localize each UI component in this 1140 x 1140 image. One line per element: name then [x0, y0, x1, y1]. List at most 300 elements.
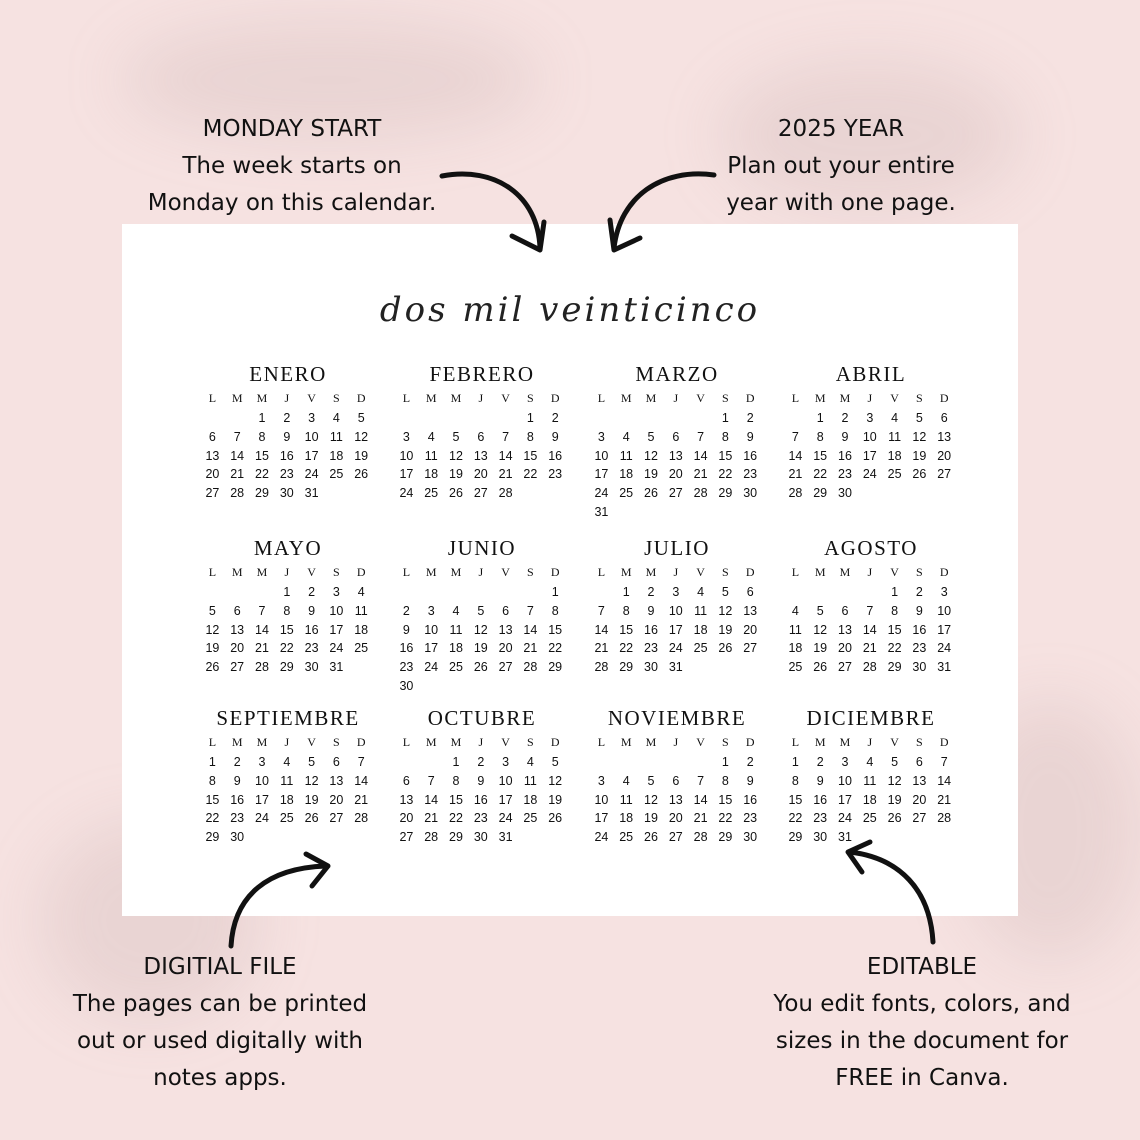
- day-cell: 3: [940, 585, 948, 599]
- weekday-label: M: [839, 735, 851, 749]
- day-cell: 3: [308, 411, 316, 425]
- weekday-label: S: [916, 391, 923, 405]
- weekday-label: V: [501, 565, 510, 579]
- weekday-label: M: [425, 391, 437, 405]
- month-mayo: [200, 535, 376, 677]
- day-cell: 3: [427, 603, 435, 618]
- day-cell: 12: [354, 429, 369, 444]
- weekday-label: L: [208, 391, 217, 405]
- day-cell: 27: [205, 486, 220, 501]
- callout-editable: [760, 949, 1084, 1097]
- day-cell: 30: [473, 830, 488, 845]
- day-cell: 18: [279, 792, 294, 807]
- day-cell: 15: [619, 622, 634, 637]
- day-cell: 28: [862, 660, 877, 675]
- day-cell: 20: [668, 811, 683, 826]
- empty-day-cell: [225, 409, 250, 428]
- day-cell: 12: [813, 622, 828, 637]
- empty-day-cell: [419, 753, 444, 772]
- empty-day-cell: [493, 583, 518, 602]
- weekday-label: M: [814, 565, 826, 579]
- empty-day-cell: [250, 583, 275, 602]
- day-cell: 20: [743, 622, 758, 637]
- day-cell: 26: [473, 660, 488, 675]
- weekday-label: D: [356, 391, 366, 405]
- empty-day-cell: [639, 409, 664, 428]
- day-cell: 27: [668, 486, 683, 501]
- callout-year: [700, 111, 982, 222]
- empty-day-cell: [225, 583, 250, 602]
- day-cell: 1: [208, 755, 216, 769]
- day-cell: 5: [816, 603, 824, 618]
- day-cell: 10: [399, 448, 414, 463]
- weekday-label: M: [425, 565, 437, 579]
- empty-day-cell: [639, 753, 664, 772]
- day-cell: 22: [255, 467, 269, 482]
- day-cell: 24: [594, 486, 609, 501]
- day-cell: 31: [329, 660, 344, 675]
- day-cell: 16: [399, 641, 414, 656]
- day-cell: 19: [304, 792, 319, 807]
- day-cell: 25: [693, 641, 708, 656]
- day-cell: 6: [502, 603, 510, 618]
- month-febrero: [394, 361, 570, 503]
- day-cell: 3: [402, 429, 410, 444]
- weekday-label: M: [839, 565, 851, 579]
- day-cell: 23: [548, 467, 563, 482]
- day-cell: 19: [473, 641, 488, 656]
- day-cell: 15: [205, 792, 220, 807]
- weekday-label: M: [256, 391, 268, 405]
- day-cell: 11: [694, 603, 708, 618]
- day-cell: 7: [866, 603, 874, 618]
- day-cell: 21: [788, 467, 803, 482]
- day-cell: 31: [838, 830, 852, 845]
- weekday-label: V: [890, 735, 899, 749]
- day-cell: 10: [594, 448, 609, 463]
- day-cell: 9: [402, 622, 410, 637]
- day-cell: 1: [816, 411, 824, 425]
- day-cell: 20: [329, 792, 344, 807]
- day-cell: 25: [887, 467, 902, 482]
- day-cell: 15: [718, 792, 733, 807]
- day-cell: 22: [887, 641, 902, 656]
- day-cell: 19: [354, 448, 369, 463]
- day-cell: 18: [619, 467, 634, 482]
- day-cell: 21: [230, 467, 245, 482]
- day-cell: 10: [424, 622, 439, 637]
- day-cell: 27: [912, 811, 927, 826]
- callout-text: FREE in Canva.: [835, 1065, 1009, 1091]
- day-grid: [394, 409, 570, 503]
- weekday-label: S: [333, 391, 340, 405]
- weekday-label: S: [722, 565, 729, 579]
- empty-day-cell: [394, 583, 419, 602]
- month-junio: [394, 535, 570, 696]
- day-cell: 4: [526, 755, 534, 769]
- day-cell: 1: [551, 585, 559, 599]
- weekday-label: M: [256, 565, 268, 579]
- callout-text: Monday on this calendar.: [147, 190, 437, 216]
- callout-text: year with one page.: [726, 190, 956, 216]
- day-cell: 16: [743, 448, 758, 463]
- day-cell: 6: [477, 429, 485, 444]
- day-cell: 10: [498, 773, 513, 788]
- day-cell: 19: [718, 622, 733, 637]
- day-cell: 16: [304, 622, 319, 637]
- day-cell: 13: [912, 773, 927, 788]
- day-cell: 10: [668, 603, 683, 618]
- empty-day-cell: [419, 409, 444, 428]
- day-cell: 13: [230, 622, 245, 637]
- callout-text: out or used digitally with: [76, 1028, 364, 1054]
- day-cell: 23: [399, 660, 414, 675]
- day-cell: 25: [449, 660, 463, 675]
- day-cell: 28: [693, 486, 708, 501]
- day-cell: 4: [332, 411, 340, 425]
- day-cell: 21: [424, 811, 439, 826]
- day-cell: 20: [937, 448, 952, 463]
- month-octubre: [394, 705, 570, 847]
- day-cell: 31: [498, 830, 513, 845]
- day-cell: 28: [424, 830, 439, 845]
- day-cell: 8: [721, 429, 729, 444]
- day-cell: 17: [862, 448, 877, 463]
- weekday-label: V: [501, 391, 510, 405]
- month-name: DICIEMBRE: [806, 706, 936, 730]
- day-cell: 18: [449, 641, 463, 656]
- day-cell: 11: [280, 773, 294, 788]
- day-cell: 1: [891, 585, 899, 599]
- day-cell: 18: [329, 448, 344, 463]
- day-cell: 22: [449, 811, 463, 826]
- weekday-label: D: [745, 735, 755, 749]
- day-cell: 21: [255, 641, 269, 656]
- day-cell: 30: [813, 830, 828, 845]
- callout-text: notes apps.: [153, 1065, 287, 1091]
- day-cell: 17: [937, 622, 952, 637]
- day-cell: 17: [838, 792, 852, 807]
- day-cell: 28: [255, 660, 269, 675]
- day-cell: 17: [329, 622, 344, 637]
- day-cell: 29: [813, 486, 828, 501]
- day-cell: 20: [498, 641, 513, 656]
- empty-day-cell: [589, 583, 614, 602]
- day-cell: 4: [697, 585, 705, 599]
- day-cell: 2: [647, 585, 655, 599]
- day-cell: 11: [788, 622, 802, 637]
- day-cell: 12: [473, 622, 488, 637]
- day-cell: 18: [788, 641, 803, 656]
- day-cell: 4: [791, 603, 799, 618]
- weekday-label: S: [916, 565, 923, 579]
- day-cell: 28: [594, 660, 609, 675]
- day-cell: 4: [283, 755, 291, 769]
- weekday-label: J: [478, 735, 484, 749]
- weekday-header: [394, 391, 570, 409]
- empty-day-cell: [468, 409, 493, 428]
- month-name: JUNIO: [447, 536, 517, 560]
- day-cell: 5: [721, 585, 729, 599]
- empty-day-cell: [468, 583, 493, 602]
- day-cell: 27: [838, 660, 852, 675]
- callout-text: You edit fonts, colors, and: [773, 991, 1071, 1017]
- day-cell: 2: [915, 585, 923, 599]
- day-cell: 2: [308, 585, 316, 599]
- weekday-header: [589, 565, 765, 583]
- day-grid: [200, 753, 376, 847]
- day-grid: [200, 409, 376, 503]
- day-cell: 15: [548, 622, 563, 637]
- day-cell: 12: [548, 773, 563, 788]
- day-grid: [589, 753, 765, 847]
- weekday-label: S: [333, 565, 340, 579]
- day-cell: 1: [622, 585, 630, 599]
- weekday-label: V: [501, 735, 510, 749]
- day-grid: [394, 753, 570, 847]
- weekday-label: J: [673, 565, 679, 579]
- day-cell: 28: [230, 486, 245, 501]
- day-cell: 4: [357, 585, 365, 599]
- day-cell: 11: [354, 603, 368, 618]
- callout-digital-file: [60, 949, 380, 1097]
- day-cell: 30: [743, 830, 758, 845]
- day-cell: 11: [863, 773, 877, 788]
- month-julio: [589, 535, 765, 677]
- day-cell: 6: [940, 411, 948, 425]
- day-cell: 7: [357, 755, 365, 769]
- empty-day-cell: [493, 409, 518, 428]
- day-cell: 13: [668, 792, 683, 807]
- day-cell: 25: [424, 486, 439, 501]
- day-cell: 9: [477, 773, 485, 788]
- day-cell: 1: [452, 755, 460, 769]
- day-cell: 25: [354, 641, 369, 656]
- weekday-header: [783, 735, 959, 753]
- day-cell: 24: [594, 830, 609, 845]
- day-cell: 2: [551, 411, 559, 425]
- weekday-header: [394, 735, 570, 753]
- calendar-sheet: [122, 224, 1018, 916]
- day-cell: 27: [743, 641, 758, 656]
- month-septiembre: [200, 705, 376, 847]
- weekday-label: D: [356, 565, 366, 579]
- day-cell: 19: [205, 641, 220, 656]
- day-cell: 16: [813, 792, 828, 807]
- day-cell: 9: [746, 429, 754, 444]
- callout-title: 2025 YEAR: [777, 116, 905, 142]
- day-cell: 26: [449, 486, 463, 501]
- day-cell: 20: [668, 467, 683, 482]
- day-cell: 14: [255, 622, 269, 637]
- day-cell: 15: [788, 792, 803, 807]
- empty-day-cell: [614, 753, 639, 772]
- day-cell: 7: [697, 429, 705, 444]
- day-cell: 8: [816, 429, 824, 444]
- day-cell: 16: [548, 448, 563, 463]
- day-cell: 12: [912, 429, 927, 444]
- day-cell: 5: [308, 755, 316, 769]
- month-name: MAYO: [253, 536, 323, 560]
- day-cell: 6: [672, 773, 680, 788]
- month-name: MARZO: [635, 362, 719, 386]
- weekday-label: D: [939, 565, 949, 579]
- day-cell: 23: [743, 467, 758, 482]
- day-cell: 14: [693, 792, 708, 807]
- day-cell: 26: [813, 660, 828, 675]
- day-cell: 23: [743, 811, 758, 826]
- day-cell: 22: [718, 467, 733, 482]
- day-cell: 21: [693, 811, 708, 826]
- day-cell: 30: [230, 830, 245, 845]
- day-cell: 20: [230, 641, 245, 656]
- weekday-label: M: [645, 735, 657, 749]
- day-cell: 23: [644, 641, 658, 656]
- day-cell: 3: [597, 773, 605, 788]
- day-grid: [589, 409, 765, 522]
- day-cell: 27: [399, 830, 414, 845]
- weekday-label: M: [231, 391, 243, 405]
- day-cell: 29: [788, 830, 803, 845]
- day-cell: 6: [233, 603, 241, 618]
- day-cell: 27: [473, 486, 488, 501]
- weekday-header: [200, 565, 376, 583]
- day-cell: 29: [718, 486, 733, 501]
- day-cell: 23: [838, 467, 852, 482]
- day-cell: 14: [523, 622, 538, 637]
- empty-day-cell: [589, 753, 614, 772]
- day-cell: 17: [255, 792, 269, 807]
- callout-text: sizes in the document for: [775, 1028, 1069, 1054]
- day-cell: 16: [230, 792, 245, 807]
- day-cell: 17: [399, 467, 414, 482]
- day-cell: 15: [718, 448, 733, 463]
- weekday-header: [200, 391, 376, 409]
- day-cell: 18: [523, 792, 538, 807]
- day-cell: 24: [399, 486, 414, 501]
- day-cell: 10: [937, 603, 952, 618]
- day-cell: 6: [332, 755, 340, 769]
- weekday-label: S: [527, 735, 534, 749]
- day-cell: 29: [548, 660, 563, 675]
- callout-title: EDITABLE: [866, 954, 978, 980]
- weekday-label: M: [450, 735, 462, 749]
- day-cell: 16: [473, 792, 488, 807]
- day-cell: 10: [255, 773, 269, 788]
- day-cell: 24: [668, 641, 683, 656]
- day-cell: 11: [888, 429, 902, 444]
- weekday-header: [783, 391, 959, 409]
- day-cell: 14: [788, 448, 803, 463]
- day-cell: 20: [838, 641, 852, 656]
- weekday-label: J: [284, 391, 290, 405]
- day-cell: 15: [523, 448, 538, 463]
- day-cell: 21: [937, 792, 952, 807]
- day-cell: 27: [230, 660, 245, 675]
- day-cell: 28: [498, 486, 513, 501]
- weekday-label: M: [839, 391, 851, 405]
- day-cell: 14: [354, 773, 369, 788]
- day-cell: 23: [304, 641, 319, 656]
- day-cell: 13: [473, 448, 488, 463]
- day-cell: 16: [644, 622, 658, 637]
- month-name: FEBRERO: [429, 362, 535, 386]
- month-name: OCTUBRE: [427, 706, 537, 730]
- day-cell: 29: [718, 830, 733, 845]
- day-cell: 21: [594, 641, 609, 656]
- weekday-label: D: [939, 391, 949, 405]
- day-cell: 1: [258, 411, 266, 425]
- weekday-label: L: [208, 735, 217, 749]
- day-cell: 18: [619, 811, 634, 826]
- weekday-label: L: [597, 735, 606, 749]
- day-cell: 6: [841, 603, 849, 618]
- day-cell: 28: [523, 660, 538, 675]
- day-cell: 5: [551, 755, 559, 769]
- day-cell: 1: [283, 585, 291, 599]
- day-cell: 4: [891, 411, 899, 425]
- day-cell: 9: [233, 773, 241, 788]
- day-cell: 26: [887, 811, 902, 826]
- day-cell: 2: [746, 755, 754, 769]
- day-cell: 26: [354, 467, 369, 482]
- day-cell: 30: [838, 486, 852, 501]
- day-cell: 14: [862, 622, 877, 637]
- day-cell: 16: [279, 448, 294, 463]
- month-diciembre: [783, 705, 959, 847]
- weekday-label: D: [550, 565, 560, 579]
- day-cell: 25: [279, 811, 294, 826]
- day-cell: 8: [791, 773, 799, 788]
- day-cell: 16: [912, 622, 927, 637]
- empty-day-cell: [394, 409, 419, 428]
- day-cell: 10: [862, 429, 877, 444]
- empty-day-cell: [200, 583, 225, 602]
- weekday-label: J: [867, 391, 873, 405]
- day-cell: 11: [523, 773, 537, 788]
- callout-title: DIGITIAL FILE: [143, 954, 297, 980]
- weekday-label: L: [402, 565, 411, 579]
- weekday-label: D: [550, 735, 560, 749]
- day-cell: 24: [329, 641, 344, 656]
- day-cell: 9: [551, 429, 559, 444]
- day-cell: 9: [308, 603, 316, 618]
- day-cell: 1: [721, 755, 729, 769]
- callout-title: MONDAY START: [202, 116, 382, 142]
- day-cell: 11: [329, 429, 343, 444]
- day-cell: 16: [743, 792, 758, 807]
- day-cell: 27: [329, 811, 344, 826]
- day-cell: 2: [841, 411, 849, 425]
- day-cell: 18: [862, 792, 877, 807]
- day-cell: 30: [304, 660, 319, 675]
- day-cell: 28: [788, 486, 803, 501]
- day-cell: 18: [354, 622, 369, 637]
- empty-day-cell: [688, 409, 713, 428]
- day-cell: 3: [502, 755, 510, 769]
- callout-text: Plan out your entire: [727, 153, 955, 179]
- day-cell: 24: [862, 467, 877, 482]
- day-cell: 1: [526, 411, 534, 425]
- weekday-label: S: [527, 391, 534, 405]
- empty-day-cell: [419, 583, 444, 602]
- day-cell: 11: [449, 622, 463, 637]
- day-cell: 19: [912, 448, 927, 463]
- day-cell: 29: [449, 830, 463, 845]
- empty-day-cell: [783, 583, 808, 602]
- weekday-label: D: [550, 391, 560, 405]
- weekday-label: L: [597, 391, 606, 405]
